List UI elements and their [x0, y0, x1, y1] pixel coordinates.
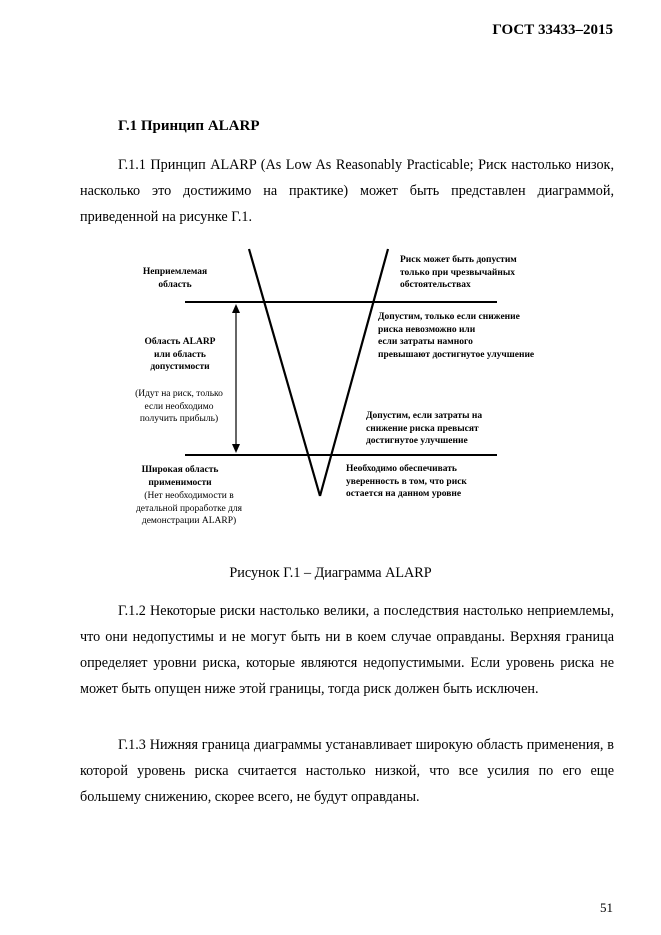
label-risk-exceptional: Риск может быть допустим только при чрезвычайных обстоятельствах	[400, 255, 517, 290]
paragraph-1: Г.1.1 Принцип ALARP (As Low As Reasonably Practicable; Риск настолько низок, насколько это достижимо на практике) может быть представлен диаграммой, приведенной на рисунке Г.1.	[80, 157, 614, 225]
label-unacceptable-region: Неприемлемая область	[142, 267, 208, 290]
region-arrow-head-up	[232, 304, 240, 313]
label-broad-note: (Нет необходимости в детальной проработке для демонстрации ALARP)	[135, 491, 243, 526]
label-alarp-region: Область ALARP или область допустимости	[144, 337, 216, 372]
label-ensure-level: Необходимо обеспечивать уверенность в том, что риск остается на данном уровне	[346, 464, 467, 499]
triangle-right-edge	[320, 249, 388, 496]
triangle-left-edge	[249, 249, 320, 496]
region-arrow-head-down	[232, 444, 240, 453]
document-header: ГОСТ 33433–2015	[492, 22, 613, 38]
paragraph-3: Г.1.3 Нижняя граница диаграммы устанавливает широкую область применения, в которой уровень риска считается настолько низкой, что все усилия по его еще большему снижению, скорее всего, не будут оправданы.	[80, 737, 614, 805]
label-tolerable-if-costly: Допустим, если затраты на снижение риска превысят достигнутое улучшение	[366, 411, 483, 446]
label-broad-region: Широкая область применимости	[141, 465, 219, 488]
section-title: Г.1 Принцип ALARP	[118, 118, 260, 134]
figure-caption: Рисунок Г.1 – Диаграмма ALARP	[229, 565, 432, 581]
label-alarp-note: (Идут на риск, только если необходимо получить прибыль)	[135, 389, 223, 424]
paragraph-2: Г.1.2 Некоторые риски настолько велики, а последствия настолько неприемлемы, что они недопустимы и не могут быть ни в коем случае оправданы. Верхняя граница определяет уровни риска, которые являются недопустимыми. Если уровень риска не может быть опущен ниже этой границы, тогда риск должен быть исключен.	[80, 603, 614, 697]
page-number: 51	[600, 900, 613, 915]
label-tolerable-if-impossible: Допустим, только если снижение риска невозможно или если затраты намного превышают достигнутое улучшение	[378, 312, 535, 360]
